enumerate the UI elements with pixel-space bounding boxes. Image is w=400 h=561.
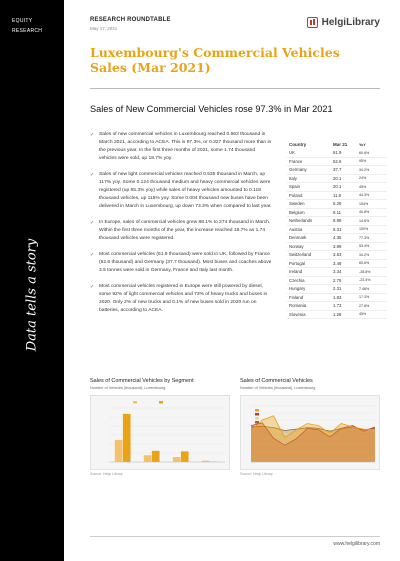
bullet-item: [90, 171, 272, 211]
table-cell: 61.9: [333, 150, 342, 156]
check-icon: ✓: [90, 220, 95, 226]
country-table: [287, 140, 387, 319]
table-cell: Denmark: [289, 235, 307, 241]
logo[interactable]: [307, 17, 380, 28]
bullet-item: [90, 219, 272, 243]
table-row: [287, 217, 387, 226]
table-cell: 7.46%: [359, 286, 370, 291]
check-icon: ✓: [90, 132, 95, 138]
table-cell: 1.83: [333, 294, 342, 300]
footer-divider: [90, 536, 380, 537]
table-cell: 4.35: [333, 235, 342, 241]
bar: [115, 440, 123, 462]
table-cell: 24%: [359, 176, 367, 181]
bar: [144, 455, 152, 462]
table-row: [287, 260, 387, 269]
bar: [173, 457, 181, 462]
table-cell: Ireland: [289, 269, 303, 275]
section-label: RESEARCH ROUNDTABLE: [90, 17, 171, 23]
table-cell: 104%: [359, 201, 369, 206]
monthly-area-chart: [241, 396, 381, 471]
table-cell: 1.73: [333, 303, 342, 309]
table-row: [287, 234, 387, 243]
table-header: [287, 140, 387, 149]
table-row: [287, 158, 387, 167]
table-cell: 3.48: [333, 260, 342, 266]
check-icon: ✓: [90, 172, 95, 178]
monthly-chart: [240, 378, 380, 476]
bar: [123, 414, 131, 462]
table-cell: 52.6: [333, 158, 342, 164]
legend-swatch: [255, 417, 259, 420]
table-row: [287, 243, 387, 252]
table-row: [287, 166, 387, 175]
table-cell: Austria: [289, 226, 303, 232]
chart-subtitle: Number of Vehicles (thousand), Luxembourg: [90, 386, 166, 390]
table-cell: 34.2%: [359, 252, 370, 257]
table-cell: 3.53: [333, 252, 342, 258]
table-cell: Belgium: [289, 209, 305, 215]
table-cell: 45%: [359, 312, 367, 317]
table-cell: Germany: [289, 167, 307, 173]
sidebar: [0, 0, 64, 561]
table-cell: 6.28: [333, 201, 342, 207]
bullet-item: [90, 283, 272, 315]
chart-title: Sales of Commercial Vehicles by Segment: [90, 378, 194, 384]
table-cell: 3.99: [333, 243, 342, 249]
bullet-text: Sales of new light commercial vehicles reached 0.535 thousand in March, up 117% yoy. Some 0.124 thousand medium and heavy commercial vehicles were registered (up 65.3% yoy) while sales of heavy vehicles amounted to 0.118 thousand vehicles, up 115% yoy. Some 0.004 thousand new buses have been delivered in March in Luxembourg, up down 73.3% when compared to last year.: [99, 172, 272, 209]
bullet-item: [90, 251, 272, 275]
bullet-item: [90, 131, 272, 163]
footer-link[interactable]: www.helgilibrary.com: [333, 541, 380, 547]
legend-swatch: [255, 409, 259, 412]
bullet-list: [90, 131, 272, 323]
table-cell: 20.1: [333, 175, 342, 181]
chart-panel: [90, 395, 230, 470]
bullet-text: In Europe, sales of commercial vehicles grew 88.1% to 274 thousand in March. Within the first three months of the year, the increase reached 18.7% as 1.74 thousand vehicles were registered.: [99, 220, 271, 241]
table-cell: Norway: [289, 243, 304, 249]
table-cell: Spain: [289, 184, 300, 190]
table-row: [287, 192, 387, 201]
table-row: [287, 311, 387, 320]
table-cell: 2.31: [333, 286, 342, 292]
table-cell: Romania: [289, 303, 307, 309]
table-cell: 11.8: [333, 192, 342, 198]
table-cell: 40.8%: [359, 210, 370, 215]
segment-bar-chart: [91, 396, 231, 471]
table-cell: -28.8%: [359, 269, 371, 274]
table-cell: 17.3%: [359, 295, 370, 300]
table-cell: Netherlands: [289, 218, 313, 224]
header-divider: [90, 88, 380, 89]
column-header: YoY: [359, 142, 366, 147]
bullet-text: Most commercial vehicles (61.9 thousand) were sold in UK, followed by France (52.6 thousand) and Germany (37.7 thousand). Most buses and coaches above 3.5 tonnes were sold in Germany, France and Italy last month.: [99, 252, 272, 273]
table-cell: 2.75: [333, 277, 342, 283]
table-row: [287, 268, 387, 277]
legend-swatch: [159, 401, 163, 404]
table-row: [287, 149, 387, 158]
legend-swatch: [255, 421, 259, 424]
table-row: [287, 226, 387, 235]
chart-panel: [240, 395, 380, 470]
report-date: May 17, 2021: [90, 26, 118, 31]
article-subtitle: Sales of New Commercial Vehicles rose 97.3% in Mar 2021: [90, 104, 333, 114]
table-cell: 8.89: [333, 218, 342, 224]
header: [90, 17, 380, 31]
table-cell: 20.1: [333, 184, 342, 190]
page-title: Luxembourg's Commercial Vehicles Sales (Mar 2021): [90, 45, 340, 75]
check-icon: ✓: [90, 252, 95, 258]
table-row: [287, 251, 387, 260]
table-cell: Poland: [289, 192, 303, 198]
table-row: [287, 209, 387, 218]
table-row: [287, 277, 387, 286]
table-cell: 60.6%: [359, 150, 370, 155]
segment-chart: [90, 378, 230, 476]
bar: [152, 451, 160, 462]
legend-swatch: [255, 413, 259, 416]
table-cell: Slovenia: [289, 311, 306, 317]
table-row: [287, 285, 387, 294]
table-cell: 53.4%: [359, 244, 370, 249]
table-cell: 9.11: [333, 209, 342, 215]
column-header: Country: [289, 142, 307, 147]
table-cell: Sweden: [289, 201, 305, 207]
sidebar-tagline-text: Data tells a story: [24, 238, 40, 352]
table-cell: 45%: [359, 184, 367, 189]
table-cell: Switzerland: [289, 252, 312, 258]
table-cell: 44.3%: [359, 193, 370, 198]
table-cell: 14.6%: [359, 218, 370, 223]
table-cell: 1.28: [333, 311, 342, 317]
logo-text: HelgiLibrary: [321, 17, 380, 28]
chart-subtitle: Number of Vehicles (thousand), Luxembourg: [240, 386, 316, 390]
table-cell: 95%: [359, 159, 367, 164]
check-icon: ✓: [90, 284, 95, 290]
table-cell: 77.3%: [359, 235, 370, 240]
table-cell: Czechia: [289, 277, 305, 283]
sidebar-label-equity: EQUITY: [12, 18, 33, 24]
table-row: [287, 294, 387, 303]
table-cell: Hungary: [289, 286, 306, 292]
table-cell: -23.4%: [359, 278, 371, 283]
table-cell: 3.34: [333, 269, 342, 275]
table-cell: UK: [289, 150, 295, 156]
table-cell: Finland: [289, 294, 304, 300]
bar: [181, 451, 189, 462]
chart-source: Source: Helgi Library: [90, 472, 123, 476]
column-header: Mar 21: [333, 142, 348, 147]
chart-title: Sales of Commercial Vehicles: [240, 378, 313, 384]
table-cell: 34.2%: [359, 167, 370, 172]
table-cell: France: [289, 158, 303, 164]
table-cell: 37.7: [333, 167, 342, 173]
table-cell: Italy: [289, 175, 297, 181]
area-fill: [251, 416, 375, 462]
chart-source: Source: Helgi Library: [240, 472, 273, 476]
table-cell: 60.6%: [359, 261, 370, 266]
table-row: [287, 302, 387, 311]
table-row: [287, 200, 387, 209]
sidebar-tagline: [8, 238, 56, 352]
table-cell: 27.8%: [359, 303, 370, 308]
legend-swatch: [133, 401, 137, 404]
table-body: [287, 149, 387, 319]
library-logo-icon: [307, 17, 318, 28]
bullet-text: Most commercial vehicles registered in Europe were still powered by diesel, some 92% of light commercial vehicles and 73% of heavy trucks and buses in 2020. Only 2% of new trucks and 0.1% of new buses sold in 2020 run on batteries, according to ACEA.: [99, 284, 268, 313]
sidebar-label-research: RESEARCH: [12, 28, 43, 34]
bullet-text: Sales of new commercial vehicles in Luxembourg reached 0.663 thousand in March 2021, according to ACEA. This is 97.3%, or 0.327 thousand more than in the previous year. In the first three months of 2021, some 1.74 thousand vehicles were sold, up 18.7% yoy.: [99, 132, 272, 161]
table-cell: 6.31: [333, 226, 342, 232]
table-cell: Portugal: [289, 260, 306, 266]
table-cell: 100%: [359, 227, 369, 232]
table-row: [287, 175, 387, 184]
table-row: [287, 183, 387, 192]
